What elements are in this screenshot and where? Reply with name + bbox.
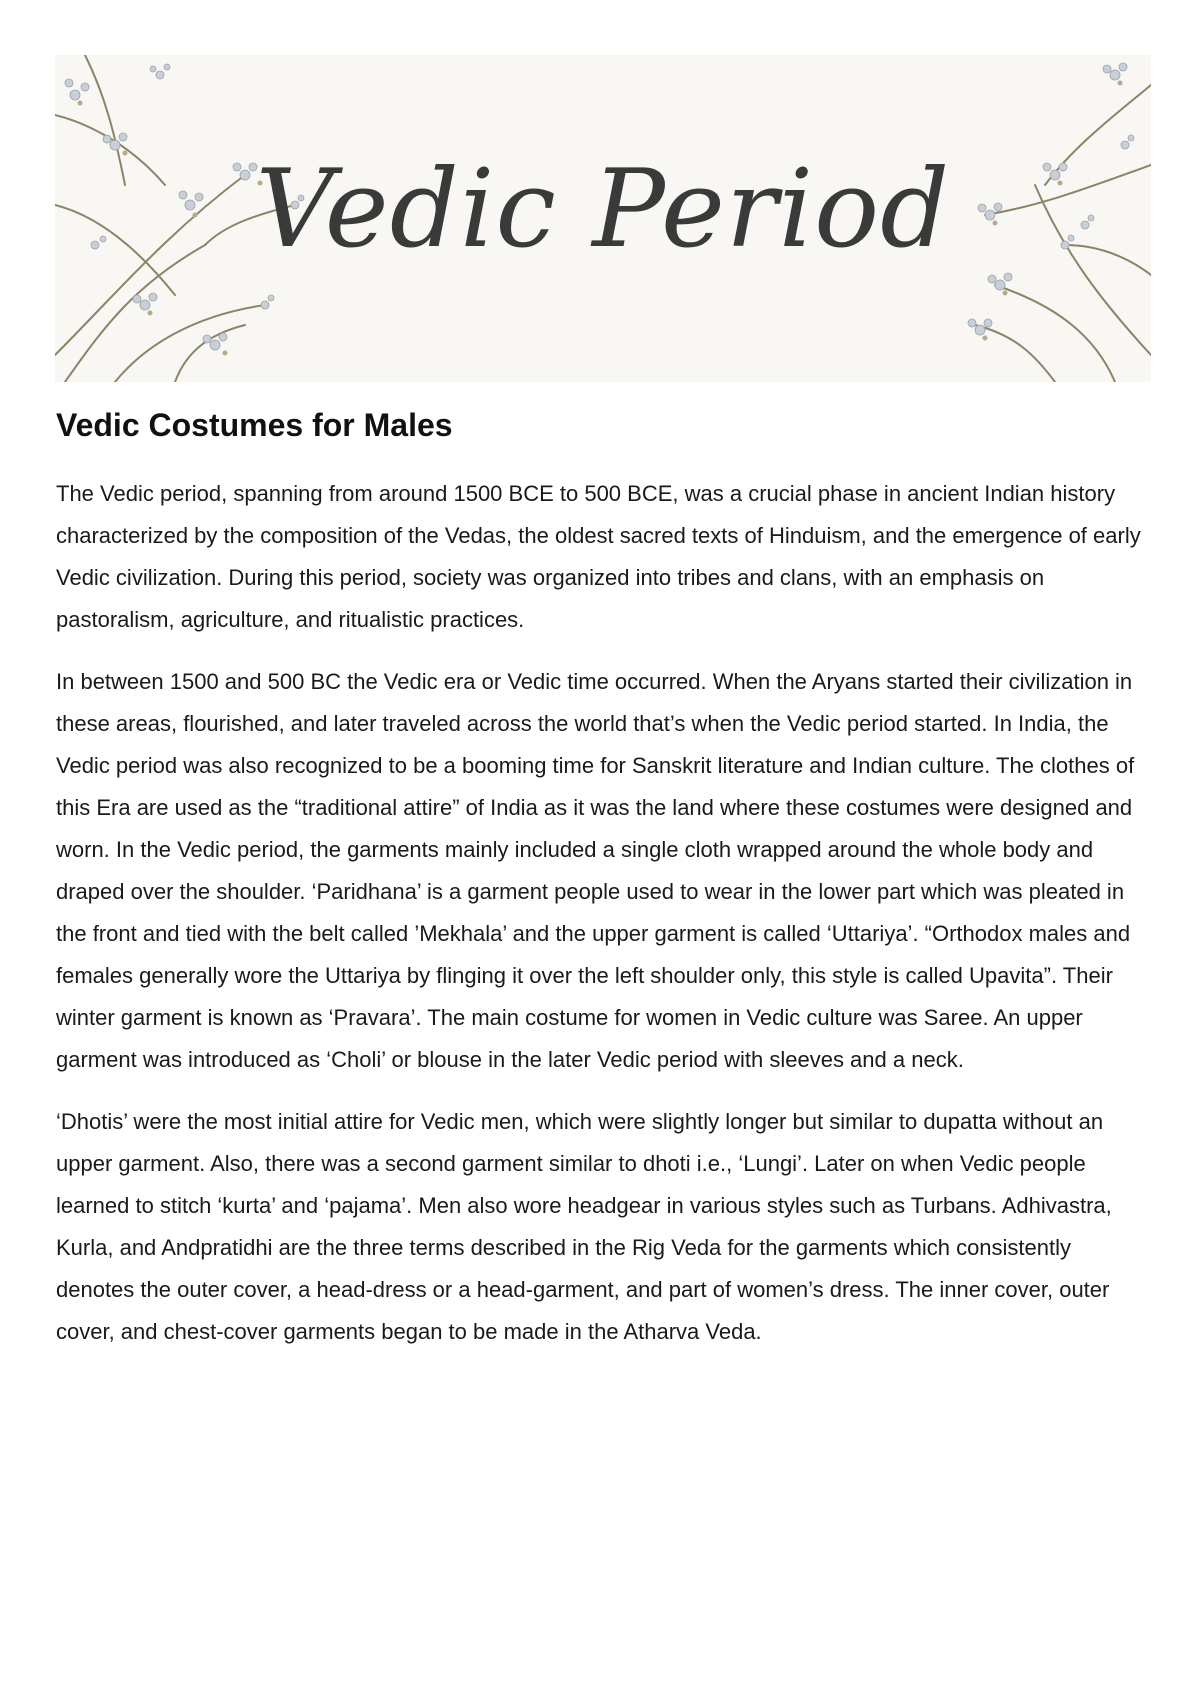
paragraph-dhotis: ‘Dhotis’ were the most initial attire for Vedic men, which were slightly longer but similar to dupatta without an upper garment. Also, there was a second garment similar to dhoti i.e., ‘Lungi’. Later on when Vedic people learned to stitch ‘kurta’ and ‘pajama’. Men also wore headgear in various styles such as Turbans. Adhivastra, Kurla, and Andpratidhi are the three terms described in the Rig Veda for the garments which consistently denotes the outer cover, a head-dress or a head-garment, and part of women’s dress. The inner cover, outer cover, and chest-cover garments began to be made in the Atharva Veda. (56, 1109, 1112, 1344)
section-heading: Vedic Costumes for Males (56, 407, 453, 443)
banner-title: Vedic Period (255, 147, 951, 272)
article-body (56, 405, 1150, 1373)
paragraph-vedic-era: In between 1500 and 500 BC the Vedic era or Vedic time occurred. When the Aryans started their civilization in these areas, flourished, and later traveled across the world that’s when the Vedic period started. In India, the Vedic period was also recognized to be a booming time for Sanskrit literature and Indian culture. The clothes of this Era are used as the “traditional attire” of India as it was the land where these costumes were designed and worn. In the Vedic period, the garments mainly included a single cloth wrapped around the whole body and draped over the shoulder. ‘Paridhana’ is a garment people used to wear in the lower part which was pleated in the front and tied with the belt called ’Mekhala’ and the upper garment is called ‘Uttariya’. “Orthodox males and females generally wore the Uttariya by flinging it over the left shoulder only, this style is called Upavita”. Their winter garment is known as ‘Pravara’. The main costume for women in Vedic culture was Saree. An upper garment was introduced as ‘Choli’ or blouse in the later Vedic period with sleeves and a neck. (56, 669, 1135, 1072)
paragraph-intro: The Vedic period, spanning from around 1500 BCE to 500 BCE, was a crucial phase in ancient Indian history characterized by the composition of the Vedas, the oldest sacred texts of Hinduism, and the emergence of early Vedic civilization. During this period, society was organized into tribes and clans, with an emphasis on pastoralism, agriculture, and ritualistic practices. (56, 481, 1141, 632)
header-banner (55, 55, 1151, 382)
